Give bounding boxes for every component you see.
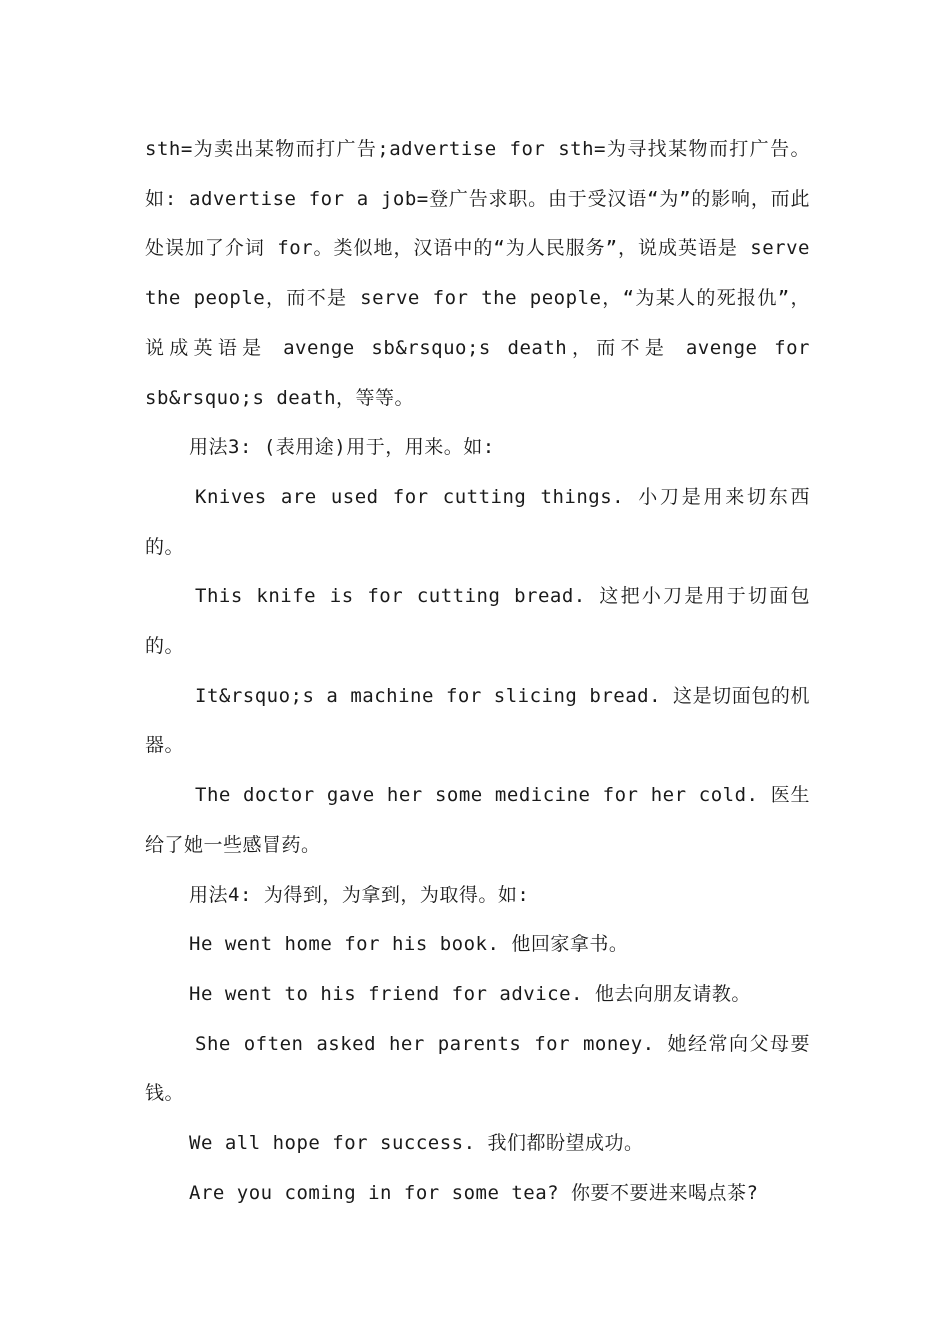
example-doctor: The doctor gave her some medicine for her cold. 医生给了她一些感冒药。 <box>145 784 810 856</box>
example-went-home: He went home for his book. 他回家拿书。 <box>189 933 629 956</box>
document-body <box>145 125 810 1218</box>
example-went-friend: He went to his friend for advice. 他去向朋友请教。 <box>189 982 751 1005</box>
usage-4-heading: 用法4: 为得到，为拿到，为取得。如: <box>189 883 530 906</box>
example-knives: Knives are used for cutting things. 小刀是用来切东西的。 <box>145 485 810 558</box>
paragraph-advertise-explanation: sth=为卖出某物而打广告;advertise for sth=为寻找某物而打广告。如: advertise for a job=登广告求职。由于受汉语“为”的影响，而此处误加了介词 for。类似地，汉语中的“为人民服务”，说成英语是 serve the people，而不是 serve for the people，“为某人的死报仇”，说成英语是 avenge sb&rsquo;s death，而不是 avenge for sb&rsquo;s death，等等。 <box>145 138 810 409</box>
example-machine: It&rsquo;s a machine for slicing bread. 这是切面包的机器。 <box>145 684 810 757</box>
example-coming-tea: Are you coming in for some tea? 你要不要进来喝点茶? <box>189 1181 759 1204</box>
example-parents-money: She often asked her parents for money. 她经常向父母要钱。 <box>145 1032 810 1105</box>
usage-3-heading: 用法3: (表用途)用于，用来。如: <box>189 436 495 459</box>
example-hope-success: We all hope for success. 我们都盼望成功。 <box>189 1132 644 1155</box>
example-knife-bread: This knife is for cutting bread. 这把小刀是用于切面包的。 <box>145 585 810 658</box>
